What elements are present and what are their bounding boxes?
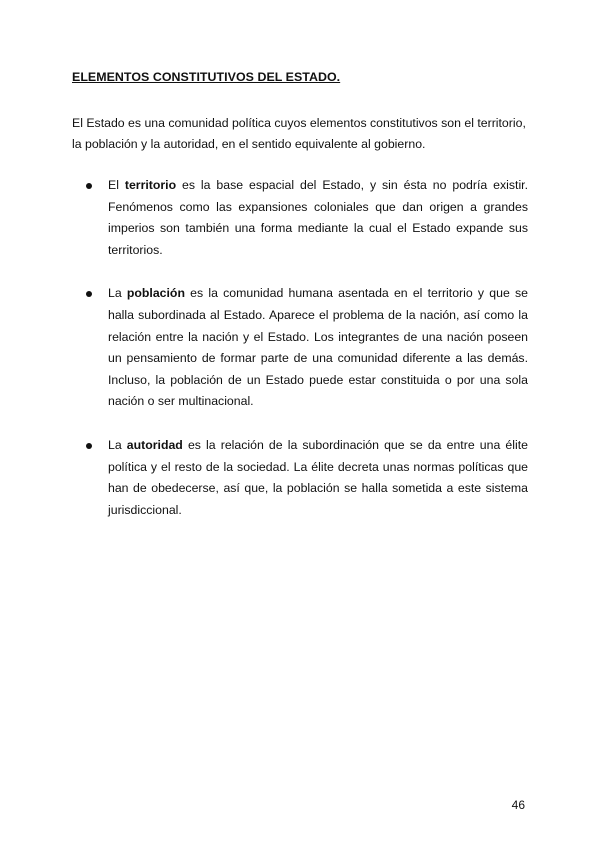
bullet-icon — [86, 291, 92, 297]
item-term: población — [126, 286, 185, 301]
section-heading: ELEMENTOS CONSTITUTIVOS DEL ESTADO. — [72, 70, 341, 84]
intro-paragraph: El Estado es una comunidad política cuyos elementos constitutivos son el territorio, la población y la autoridad, en el sentido equivalente al gobierno. — [72, 116, 526, 151]
list-item-poblacion — [86, 283, 528, 413]
item-term: autoridad — [126, 437, 183, 452]
item-prefix: La — [108, 437, 127, 452]
item-prefix: La — [108, 286, 127, 301]
item-prefix: El — [108, 178, 125, 192]
item-term: territorio — [124, 178, 177, 192]
item-text: es la relación de la subordinación que se da entre una élite política y el resto de la sociedad. La élite decreta unas normas políticas que han de obedecerse, así que, la población se halla sometida a este sistema jurisdiccional. — [108, 437, 528, 517]
list-item-autoridad — [86, 435, 528, 521]
elements-list — [86, 175, 528, 543]
list-item-territorio — [86, 175, 528, 261]
bullet-icon — [86, 443, 92, 449]
item-text: es la base espacial del Estado, y sin ésta no podría existir. Fenómenos como las expansiones coloniales que dan origen a grandes imperios son también una forma mediante la cual el Estado expande sus territorios. — [108, 178, 529, 257]
bullet-icon — [86, 183, 92, 189]
page-number: 46 — [511, 798, 525, 812]
item-text: es la comunidad humana asentada en el territorio y que se halla subordinada al Estado. Aparece el problema de la nación, así como la relación entre la nación y el Estado. Los integrantes de una nación poseen un pensamiento de formar parte de una comunidad diferente a las demás. Incluso, la población de un Estado puede estar constituida o por una sola nación o ser multinacional. — [108, 286, 528, 409]
